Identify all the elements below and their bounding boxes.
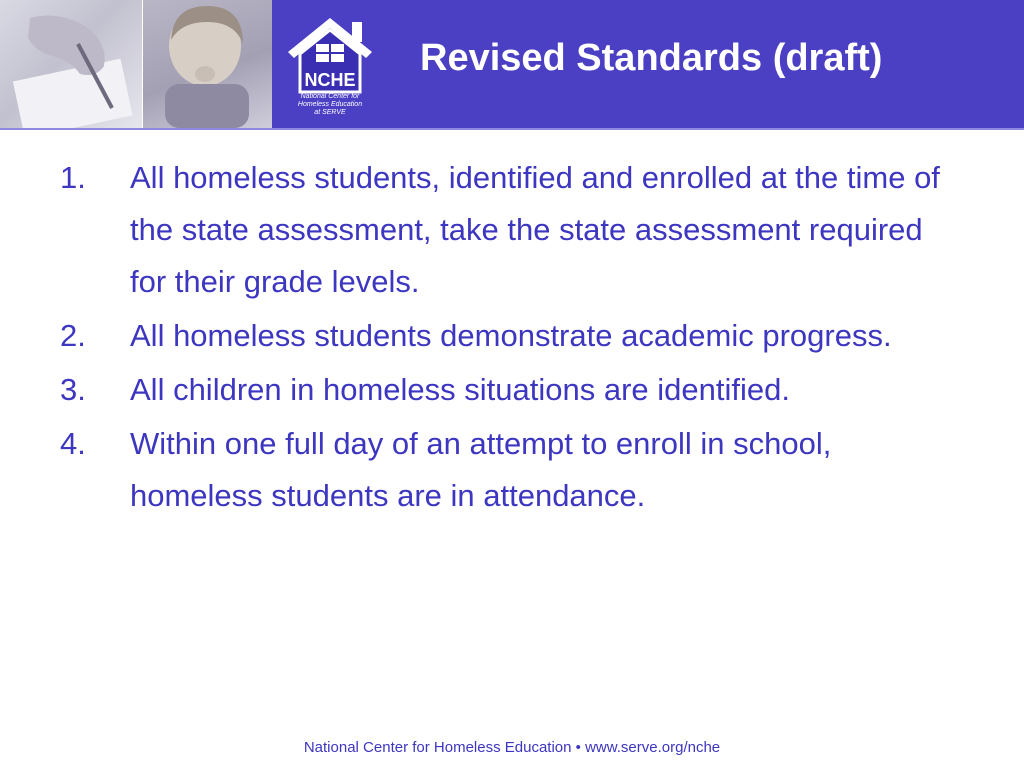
list-item-text: Within one full day of an attempt to enroll in school, homeless students are in attendance. <box>130 426 832 513</box>
list-item <box>60 310 960 362</box>
list-item-number: 4. <box>60 426 86 461</box>
list-item-number: 2. <box>60 318 86 353</box>
list-item <box>60 364 960 416</box>
slide-footer <box>0 738 1024 758</box>
header-photo-writing-hand <box>0 0 142 128</box>
slide-title: Revised Standards (draft) <box>420 37 883 79</box>
list-item-text: All homeless students, identified and enrolled at the time of the state assessment, take the state assessment required for their grade levels. <box>130 160 940 299</box>
list-item-text: All homeless students demonstrate academic progress. <box>130 318 892 353</box>
header-rule <box>0 128 1024 130</box>
list-item-number: 1. <box>60 160 86 195</box>
list-item-text: All children in homeless situations are identified. <box>130 372 790 407</box>
logo-acronym: NCHE <box>304 70 356 90</box>
standards-list <box>60 152 960 524</box>
slide-header <box>0 0 1024 128</box>
footer-separator: • <box>575 739 581 756</box>
list-item <box>60 418 960 522</box>
list-item-number: 3. <box>60 372 86 407</box>
list-item <box>60 152 960 308</box>
logo-caption-line-1: National Center for <box>300 93 360 100</box>
footer-url: www.serve.org/nche <box>585 739 721 756</box>
header-photo-child <box>143 0 272 128</box>
footer-org: National Center for Homeless Education <box>303 739 572 756</box>
logo-caption-line-3: at SERVE <box>314 109 346 116</box>
logo-caption <box>284 93 376 117</box>
logo-caption-line-2: Homeless Education <box>297 101 363 108</box>
